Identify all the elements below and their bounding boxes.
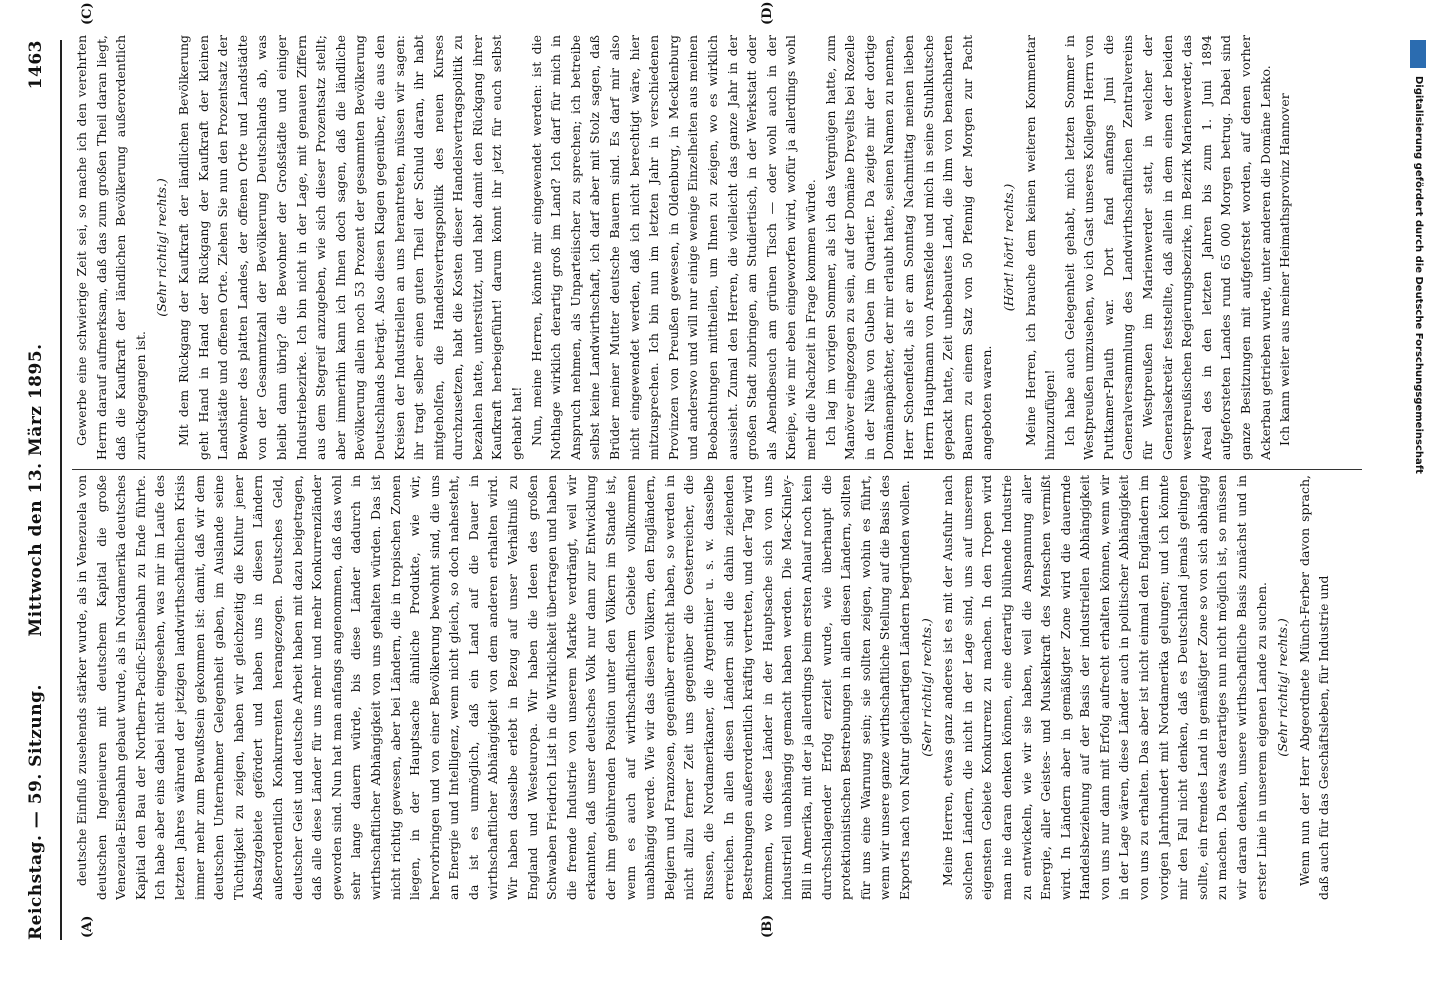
margin-marker-a: (A) bbox=[80, 915, 95, 938]
paragraph: Ich habe auch Gelegenheit gehabt, mich letzten Sommer in Westpreußen umzusehen, wo ich Gast unseres Kollegen Herrn von Puttkamer-Plauth war. Dort fand anfangs Juni die Generalversammlung des Landwirthschaftlichen Zentralvereins für Westpreußen im Marienwerder statt, in welcher der Generalsekretär feststellte, daß allein in dem einen der beiden westpreußischen Regierungsbezirke, im Bezirk Marienwerder, das Areal des in den letzten Jahren bis zum 1. Juni 1894 aufgeforsteten Landes rund 65 000 Morgen betrug. Dabei sind ganze Besitzungen mit aufgeforstet worden, auf denen vorher Ackerbau getrieben wurde, unter anderen die Domäne Lenko. bbox=[1061, 35, 1273, 460]
paragraph: Mit dem Rückgang der Kaufkraft der ländlichen Bevölkerung geht Hand in Hand der Rückgang der Kaufkraft der kleinen Landstädte und offenen Orte. Ziehen Sie nun den Prozentsatz der Bewohner des platten Landes, der offenen Orte und Landstädte von der Gesammtzahl der Bevölkerung Deutschlands ab, was bleibt dann übrig? die Bewohner der Großstädte und einiger Industriebezirke. Ich bin nicht in der Lage, mit genauen Ziffern aus dem Stegreif anzugeben, wie sich dieser Prozentsatz stellt; aber immerhin kann ich Ihnen doch sagen, daß die ländliche Bevölkerung allein noch 53 Prozent der gesammten Bevölkerung Deutschlands beträgt. Also diesen Klagen gegenüber, die aus den Kreisen der Industriellen an uns herantreten, müssen wir sagen: ihr tragt selber einen guten Theil der Schuld daran, ihr habt mitgeholfen, die Handelsvertragspolitik des neuen Kurses durchzusetzen, habt die Kosten dieser Handelsvertragspolitik zu bezahlen hatte, unterstützt, und habt damit den Rückgang ihrer Kaufkraft herbeigeführt! darum könnt ihr jetzt für euch selbst gehabt hat! bbox=[175, 35, 525, 460]
paragraph: Wenn nun der Herr Abgeordnete Münch-Ferber davon sprach, daß auch für das Geschäftsleben, für Industrie und bbox=[1296, 475, 1332, 900]
interjection: (Sehr richtig! rechts.) bbox=[918, 618, 934, 757]
margin-marker-d: (D) bbox=[760, 1, 775, 25]
paragraph: Meine Herren, etwas ganz anderes ist es mit der Ausfuhr nach solchen Ländern, die nicht in der Lage sind, uns auf unserem eigensten Gebiete Konkurrenz zu machen. In den Tropen wird man nie daran denken können, eine derartig blühende Industrie zu entwickeln, wie wir sie haben, weil die Anspannung aller Energie, aller Geistes- und Muskelkraft des Menschen vermißt wird. In Ländern aber in gemäßigter Zone wird die dauernde Handelsbeziehung auf der Basis der industriellen Abhängigkeit von uns nur dann mit Erfolg aufrecht erhalten können, wenn wir in der Lage wären, diese Länder auch in politischer Abhängigkeit von uns zu erhalten. Das aber ist nicht einmal den Engländern im vorigen Jahrhundert mit Nordamerika gelungen; und ich könnte mir den Fall nicht denken, daß es Deutschland jemals gelingen sollte, ein fremdes Land in gemäßigter Zone so von sich abhängig zu machen. Da etwas derartiges nun nicht möglich ist, so müssen wir daran denken, unsere wirthschaftliche Basis zunächst und in erster Linie in unserem eigenen Lande zu suchen. bbox=[940, 475, 1269, 900]
right-column bbox=[72, 35, 1362, 460]
left-column bbox=[72, 475, 1362, 900]
credit-text: Digitalisierung gefördert durch die Deutsche Forschungsgemeinschaft bbox=[1413, 76, 1424, 474]
dfg-logo bbox=[1410, 40, 1426, 68]
page-number: 1463 bbox=[26, 40, 46, 90]
header-rule bbox=[60, 40, 62, 940]
digitization-credit bbox=[1408, 40, 1430, 960]
header-date: Mittwoch den 13. März 1895. bbox=[26, 343, 46, 637]
paragraph: Ich kann weiter aus meiner Heimathsprovinz Hannover bbox=[1277, 93, 1293, 446]
paragraph: Gewerbe eine schwierige Zeit sei, so mache ich den verehrten Herrn darauf aufmerksam, daß das zum großen Theil daran liegt, daß die Kaufkraft der ländlichen Bevölkerung außerordentlich zurückgegangen ist. bbox=[74, 35, 148, 460]
interjection: (Sehr richtig! rechts.) bbox=[154, 178, 170, 317]
margin-marker-b: (B) bbox=[760, 914, 775, 938]
interjection: (Sehr richtig! rechts.) bbox=[1275, 618, 1291, 757]
paragraph: Meine Herren, ich brauche dem keinen weiteren Kommentar hinzuzufügen! bbox=[1022, 35, 1058, 460]
paragraph: Nun, meine Herren, könnte mir eingewendet werden: ist die Nothlage wirklich derartig groß im Land? Ich darf für mich in Anspruch nehmen, als Unparteiischer zu sprechen; ich betreibe selbst keine Landwirthschaft, ich darf aber mit Stolz sagen, daß Brüder meiner Mutter deutsche Bauern sind. Es darf mir also nicht eingewendet werden, daß ich nicht berechtigt wäre, hier mitzusprechen. Ich bin nun im letzten Jahr in verschiedenen Provinzen von Preußen gewesen, in Oldenburg, in Mecklenburg und anderswo und will nur einige wenige Einzelheiten aus meinen Beobachtungen mittheilen, um Ihnen zu zeigen, wo es wirklich aussieht. Zumal den Herren, die vielleicht das ganze Jahr in der großen Stadt zubringen, am Studiertisch, in der Werkstatt oder als Abendbesuch am grünen Tisch — oder wohl auch in der Kneipe, wie mir eben eingeworfen wird, wofür ja allerdings wohl mehr die Nachzeit in Frage kommen würde. bbox=[528, 35, 818, 460]
page-header bbox=[20, 40, 54, 940]
margin-marker-c: (C) bbox=[80, 2, 95, 25]
header-session: Reichstag. — 59. Sitzung. bbox=[26, 684, 46, 940]
paragraph: deutsche Einfluß zusehends stärker wurde, als in Venezuela von deutschen Ingenieuren mit deutschem Kapital die große Venezuela-Eisenbahn gebaut wurde, als in Nordamerika deutsches Kapital den Bau der Northern-Pacific-Eisenbahn zu Ende führte. Ich habe aber eins dabei nicht eingesehen, was mir im Laufe des letzten Jahres während der jetzigen landwirthschaftlichen Krisis immer mehr zum Bewußtsein gekommen ist: damit, daß wir dem deutschen Unternehmer Gelegenheit gaben, im Auslande seine Tüchtigkeit zu zeigen, haben wir gleichzeitig die Kultur jener Absatzgebiete gefördert und haben uns in diesen Ländern außerordentlich Konkurrenten herangezogen. Deutsches Geld, deutscher Geist und deutsche Arbeit haben mit dazu beigetragen, daß alle diese Länder für uns mehr und mehr Konkurrenzländer geworden sind. Nun hat man anfangs angenommen, daß das wohl sehr lange dauern würde, bis diese Länder dadurch in wirthschaftlicher Abhängigkeit von uns gehalten würden. Das ist nicht richtig gewesen, aber bei Ländern, die in tropischen Zonen liegen, in der Hauptsache ähnliche Produkte, wie wir, hervorbringen und von einer Bevölkerung bewohnt sind, die uns an Energie und Intelligenz, wenn nicht gleich, so doch nahesteht, da ist es unmöglich, daß ein Land auf die Dauer in wirthschaftlicher Abhängigkeit von dem anderen erhalten wird. Wir haben dasselbe erlebt in Bezug auf unser Verhältniß zu England und Westeuropa. Wir haben die Ideen des großen Schwaben Friedrich List in die Wirklichkeit übertragen und haben die fremde Industrie von unserem Markte verdrängt, weil wir erkannten, daß unser deutsches Volk nur dann zur Entwicklung der ihm gebührenden Position unter den Völkern im Stande ist, wenn es auch auf wirthschaftlichem Gebiete vollkommen unabhängig werde. Wie wir das diesen Völkern, den Engländern, Belgiern und Franzosen, gegenüber erreicht haben, so werden in nicht allzu ferner Zeit uns gegenüber die Oesterreicher, die Russen, die Nordamerikaner, die Argentinier u. s. w. dasselbe erreichen. In allen diesen Ländern sind die dahin zielenden Bestrebungen außerordentlich kräftig vertreten, und der Tag wird kommen, wo diese Länder in der Hauptsache sich von uns industriell unabhängig gemacht haben werden. Die Mac-Kinley-Bill in Amerika, mit der ja allerdings beim ersten Anlauf noch kein durchschlagender Erfolg erzielt wurde, wie überhaupt die protektionistischen Bestrebungen in allen diesen Ländern, sollten für uns eine Warnung sein; sie sollten zeigen, wohin es führt, wenn wir unsere ganze wirthschaftliche Stellung auf die Basis des Exports nach von Natur gleichartigen Ländern begründen wollen. bbox=[74, 475, 912, 900]
column-divider bbox=[72, 469, 1362, 470]
interjection: (Hört! hört! rechts.) bbox=[1000, 183, 1016, 312]
paragraph: Ich lag im vorigen Sommer, als ich das Vergnügen hatte, zum Manöver eingezogen zu sein, auf der Domäne Dreyelts bei Rozelle in der Nähe von Guben im Quartier. Da zeigte mir der dortige Domänenpächter, der mir erlaubt hatte, seinen Namen zu nennen, Herr Schoenfeldt, als er am Sonntag Nachmittag meinen lieben Herrn Hauptmann von Arensfelde und mich in seine Stuhlkutsche gepackt hatte, Zeit unbebautes Land, die ihm von benachbarten Bauern zu einem Satz von 50 Pfennig der Morgen zur Pacht angeboten waren. bbox=[822, 35, 995, 460]
